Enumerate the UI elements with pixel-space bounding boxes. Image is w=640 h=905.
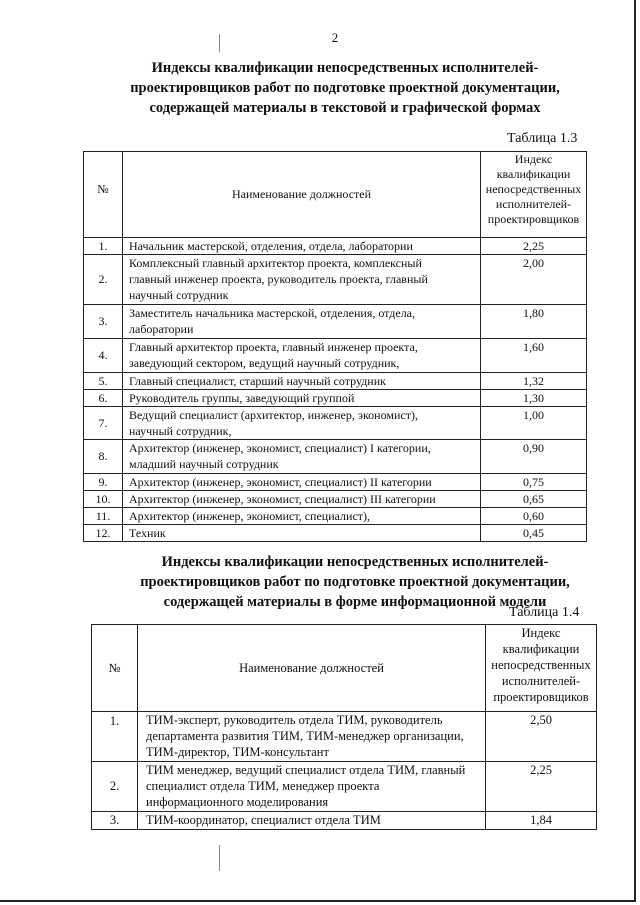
row-name: Архитектор (инженер, экономист, специалист) I категории, младший научный сотрудник [123, 440, 481, 474]
header-index: Индекс квалификации непосредственных исполнителей- проектировщиков [486, 625, 597, 712]
row-value: 2,25 [481, 238, 587, 255]
page-number: 2 [331, 30, 339, 45]
table-1-4 [91, 624, 597, 830]
row-name: ТИМ-эксперт, руководитель отдела ТИМ, руководитель департамента развития ТИМ, ТИМ-менеджер организации, ТИМ-директор, ТИМ-консультант [138, 712, 486, 762]
row-name: ТИМ менеджер, ведущий специалист отдела ТИМ, главный специалист отдела ТИМ, менеджер проекта информационного моделирования [138, 762, 486, 812]
row-num: 9. [84, 474, 123, 491]
row-num: 6. [84, 390, 123, 407]
table-row [84, 491, 587, 508]
row-value: 1,32 [481, 373, 587, 390]
row-value: 1,30 [481, 390, 587, 407]
header-num: № [92, 625, 138, 712]
row-num: 1. [92, 712, 138, 762]
row-name: Руководитель группы, заведующий группой [123, 390, 481, 407]
header-num: № [84, 152, 123, 238]
row-num: 11. [84, 508, 123, 525]
table-1-3 [83, 151, 587, 542]
header-name: Наименование должностей [123, 152, 481, 238]
table-row [84, 255, 587, 305]
table-header-row [84, 152, 587, 238]
table-row [84, 525, 587, 542]
table-row [84, 508, 587, 525]
row-name: Комплексный главный архитектор проекта, комплексный главный инженер проекта, руководитель проекта, главный научный сотрудник [123, 255, 481, 305]
row-num: 8. [84, 440, 123, 474]
row-value: 1,00 [481, 407, 587, 440]
table-row [84, 474, 587, 491]
row-name: Главный специалист, старший научный сотрудник [123, 373, 481, 390]
table-row [84, 305, 587, 339]
row-value: 0,65 [481, 491, 587, 508]
row-num: 1. [84, 238, 123, 255]
row-value: 1,80 [481, 305, 587, 339]
row-num: 5. [84, 373, 123, 390]
row-value: 0,60 [481, 508, 587, 525]
table-row [84, 390, 587, 407]
binding-mark [219, 845, 220, 871]
row-num: 12. [84, 525, 123, 542]
row-num: 2. [84, 255, 123, 305]
table-1-4-label: Таблица 1.4 [509, 605, 580, 620]
row-name: Архитектор (инженер, экономист, специалист) III категории [123, 491, 481, 508]
row-num: 4. [84, 339, 123, 373]
row-value: 2,25 [486, 762, 597, 812]
row-value: 0,75 [481, 474, 587, 491]
row-name: Архитектор (инженер, экономист, специалист) II категории [123, 474, 481, 491]
row-value: 1,60 [481, 339, 587, 373]
row-value: 0,90 [481, 440, 587, 474]
table-row [92, 712, 597, 762]
row-name: Техник [123, 525, 481, 542]
row-name: Архитектор (инженер, экономист, специалист), [123, 508, 481, 525]
row-name: Ведущий специалист (архитектор, инженер, экономист), научный сотрудник, [123, 407, 481, 440]
header-index: Индекс квалификации непосредственных исполнителей- проектировщиков [481, 152, 587, 238]
binding-mark [219, 34, 220, 52]
section1-title: Индексы квалификации непосредственных исполнителей- проектировщиков работ по подготовке проектной документации, содержащей материалы в текстовой и графической формах [130, 60, 560, 116]
row-name: ТИМ-координатор, специалист отдела ТИМ [138, 812, 486, 830]
table-1-3-label: Таблица 1.3 [507, 131, 578, 146]
table-row [84, 339, 587, 373]
header-name: Наименование должностей [138, 625, 486, 712]
row-num: 7. [84, 407, 123, 440]
row-value: 2,50 [486, 712, 597, 762]
section2-title: Индексы квалификации непосредственных исполнителей- проектировщиков работ по подготовке проектной документации, содержащей материалы в форме информационной модели [140, 554, 570, 610]
table-row [84, 238, 587, 255]
row-value: 2,00 [481, 255, 587, 305]
row-num: 10. [84, 491, 123, 508]
row-value: 1,84 [486, 812, 597, 830]
row-name: Начальник мастерской, отделения, отдела, лаборатории [123, 238, 481, 255]
table-header-row [92, 625, 597, 712]
row-value: 0,45 [481, 525, 587, 542]
row-num: 3. [84, 305, 123, 339]
row-name: Заместитель начальника мастерской, отделения, отдела, лаборатории [123, 305, 481, 339]
table-row [92, 762, 597, 812]
table-row [84, 440, 587, 474]
row-name: Главный архитектор проекта, главный инженер проекта, заведующий сектором, ведущий научный сотрудник, [123, 339, 481, 373]
row-num: 2. [92, 762, 138, 812]
table-row [84, 373, 587, 390]
table-row [92, 812, 597, 830]
row-num: 3. [92, 812, 138, 830]
table-row [84, 407, 587, 440]
